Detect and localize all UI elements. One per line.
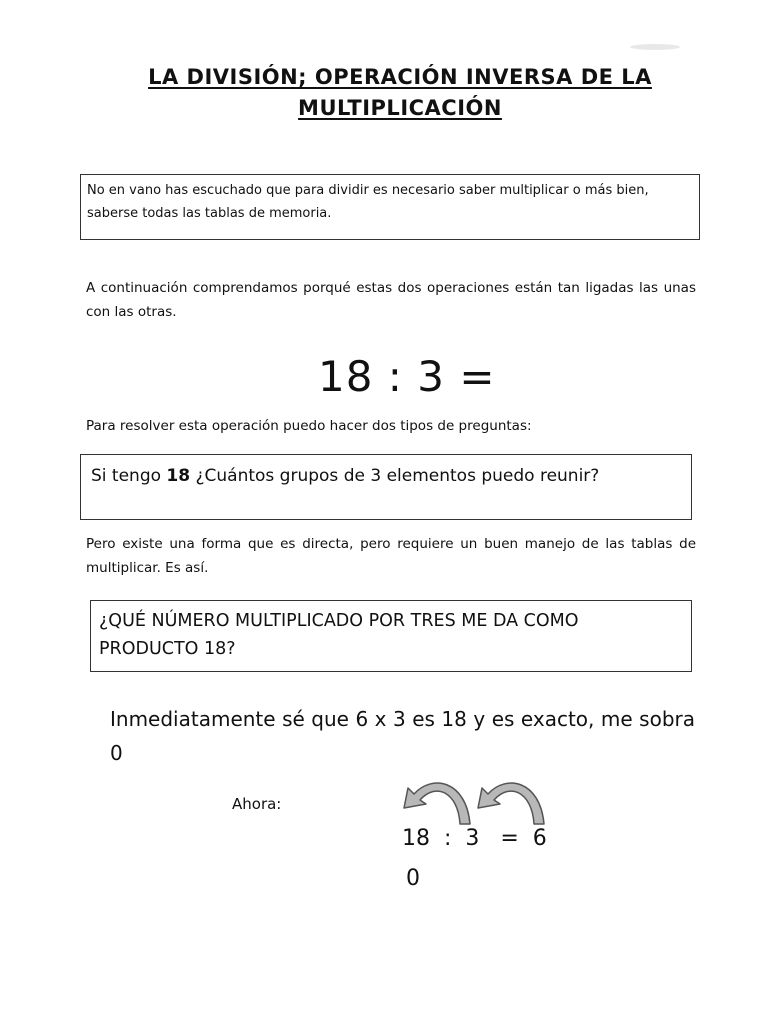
question-box bbox=[80, 454, 692, 520]
multiplication-question-box bbox=[90, 600, 692, 672]
page-title bbox=[80, 62, 720, 124]
paragraph-question-types: Para resolver esta operación puedo hacer dos tipos de preguntas: bbox=[86, 418, 532, 434]
intro-text: No en vano has escuchado que para dividir es necesario saber multiplicar o más bien, saberse todas las tablas de memoria. bbox=[87, 183, 649, 221]
question-number: 18 bbox=[166, 466, 191, 486]
left-curved-arrow-icon bbox=[404, 783, 470, 824]
title-line-2: MULTIPLICACIÓN bbox=[298, 96, 502, 120]
multiplication-question-text: ¿QUÉ NÚMERO MULTIPLICADO POR TRES ME DA COMO PRODUCTO 18? bbox=[99, 611, 579, 659]
curved-arrows-illustration bbox=[388, 774, 548, 830]
conclusion-text: Inmediatamente sé que 6 x 3 es 18 y es exacto, me sobra 0 bbox=[110, 707, 695, 765]
question-suffix: ¿Cuántos grupos de 3 elementos puedo reunir? bbox=[190, 466, 600, 486]
question-prefix: Si tengo bbox=[91, 466, 167, 486]
solved-equation: 18 : 3 = 6 bbox=[402, 826, 547, 851]
division-equation: 18 : 3 = bbox=[318, 352, 496, 401]
paragraph-explanation: A continuación comprendamos porqué estas dos operaciones están tan ligadas las unas con las otras. bbox=[86, 280, 696, 320]
paragraph-direct-method: Pero existe una forma que es directa, pero requiere un buen manejo de las tablas de multiplicar. Es así. bbox=[86, 536, 696, 576]
intro-box bbox=[80, 174, 700, 240]
title-line-1: LA DIVISIÓN; OPERACIÓN INVERSA DE LA bbox=[148, 65, 652, 89]
remainder-value: 0 bbox=[406, 866, 420, 891]
ahora-label: Ahora: bbox=[232, 795, 282, 813]
scan-smudge bbox=[630, 44, 680, 50]
right-curved-arrow-icon bbox=[478, 783, 544, 824]
